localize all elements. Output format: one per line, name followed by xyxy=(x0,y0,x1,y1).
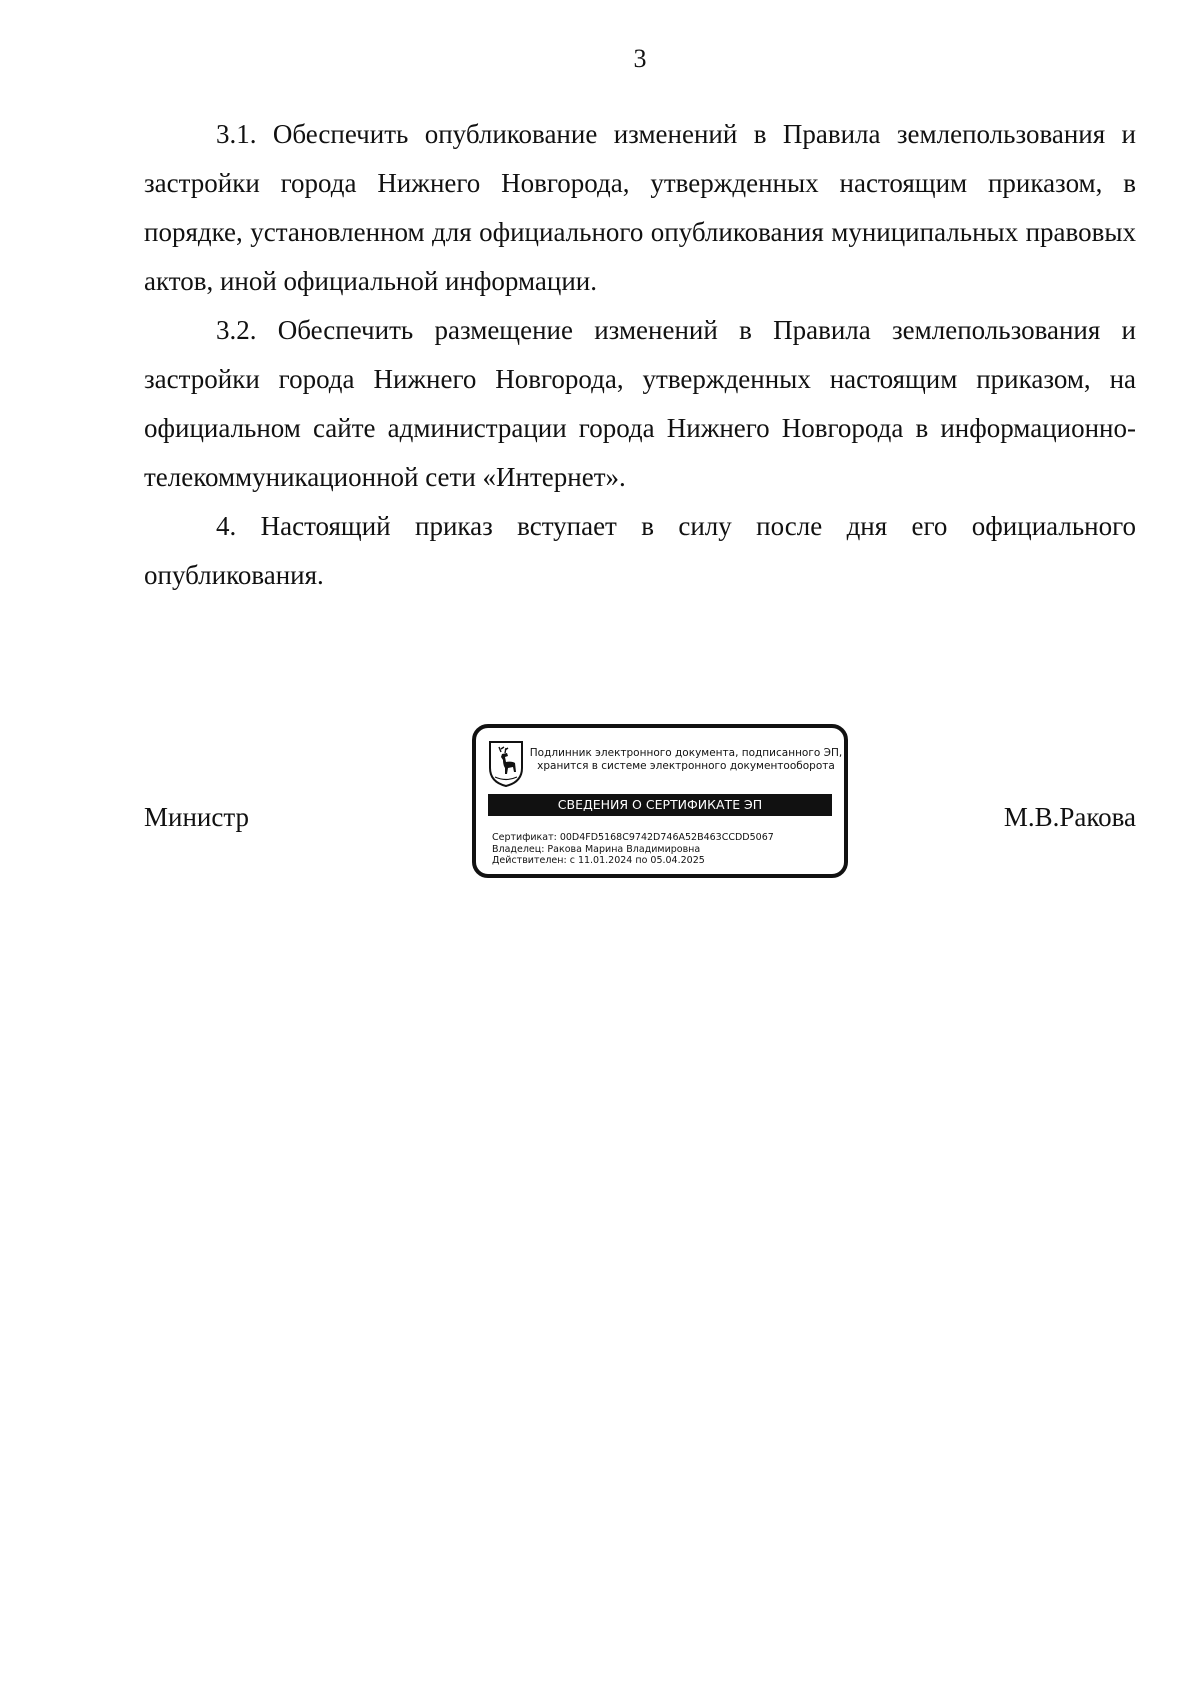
stamp-title-bar: СВЕДЕНИЯ О СЕРТИФИКАТЕ ЭП xyxy=(488,794,832,816)
paragraph-4: 4. Настоящий приказ вступает в силу после дня его официального опубликования. xyxy=(144,511,1136,590)
signatory-position: Министр xyxy=(144,802,249,832)
stamp-header-line: Подлинник электронного документа, подписанного ЭП, xyxy=(529,747,843,759)
signatory-name: М.В.Ракова xyxy=(1003,802,1136,832)
paragraph-3-1: 3.1. Обеспечить опубликование изменений в Правила землепользования и застройки города Нижнего Новгорода, утвержденных настоящим приказом, в порядке, установленном для официального опубликования муниципальных правовых актов, иной официальной информации. xyxy=(144,119,1136,296)
signature-block xyxy=(144,724,1136,884)
certificate-owner: Владелец: Ракова Марина Владимировна xyxy=(492,843,701,855)
certificate-details xyxy=(492,832,774,867)
stamp-header-line: хранится в системе электронного документооборота xyxy=(537,760,835,772)
stamp-header xyxy=(528,747,844,773)
certificate-number: Сертификат: 00D4FD5168C9742D746A52B463CCDD5067 xyxy=(492,832,774,843)
page-number: 3 xyxy=(633,44,647,73)
document-body xyxy=(144,110,1136,600)
deer-emblem-icon xyxy=(486,738,526,788)
certificate-validity: Действителен: с 11.01.2024 по 05.04.2025 xyxy=(492,855,705,866)
electronic-signature-stamp xyxy=(472,724,848,878)
paragraph-3-2: 3.2. Обеспечить размещение изменений в Правила землепользования и застройки города Нижнего Новгорода, утвержденных настоящим приказом, на официальном сайте администрации города Нижнего Новгорода в информационно-телекоммуникационной сети «Интернет». xyxy=(144,315,1136,492)
